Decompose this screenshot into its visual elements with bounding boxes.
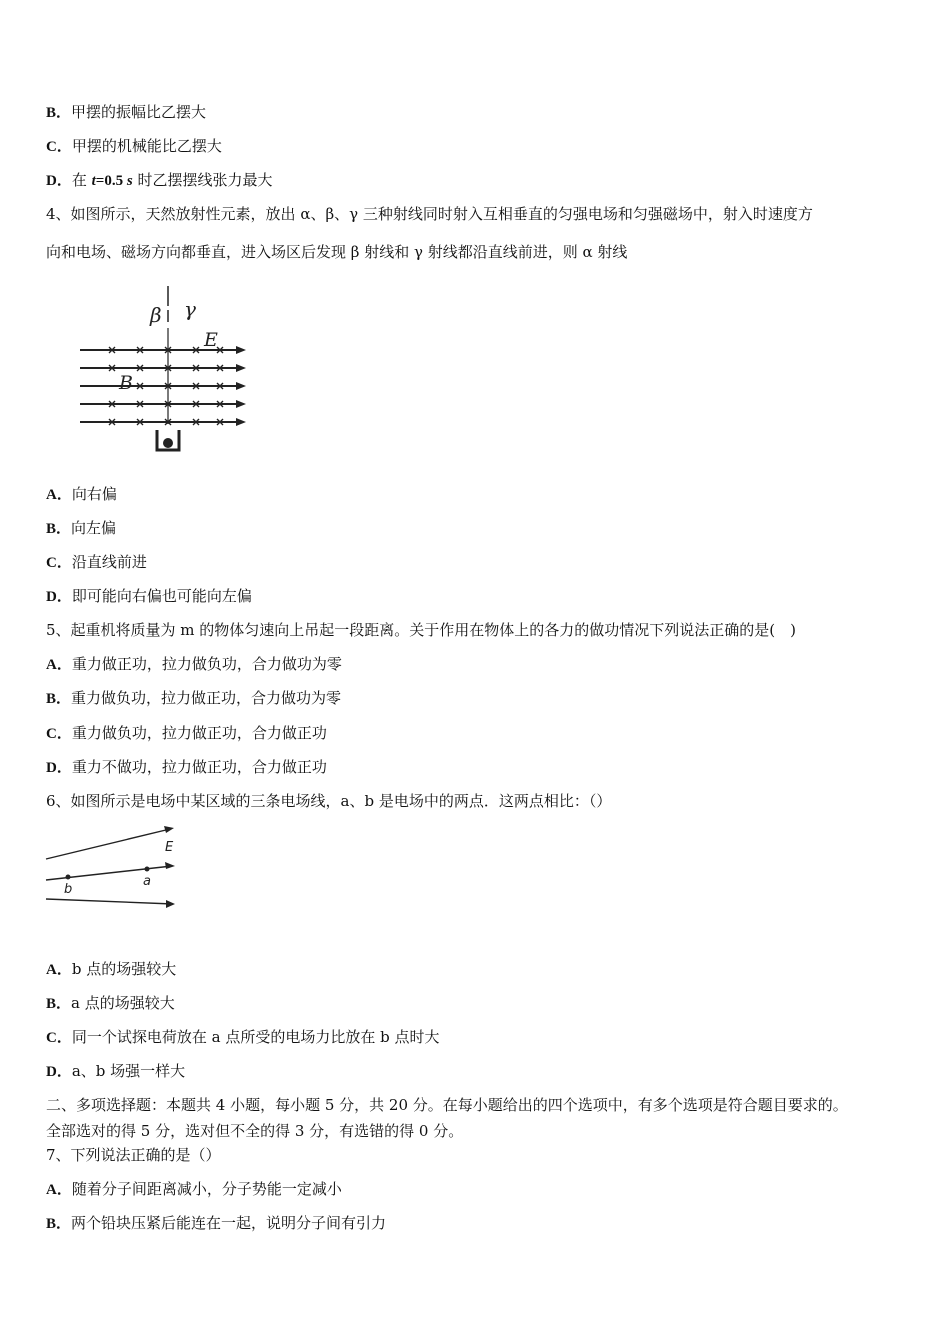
section2-instructions-line2: 全部选对的得 5 分，选对但不全的得 3 分，有选错的得 0 分。: [46, 1122, 464, 1140]
option-text: 时乙摆摆线张力最大: [132, 171, 273, 189]
q4-option-a: [46, 484, 117, 505]
option-letter: D．: [46, 173, 72, 189]
option-letter: C．: [46, 1030, 72, 1046]
b-label: b: [64, 882, 73, 897]
q7-stem: 7、下列说法正确的是（）: [46, 1146, 221, 1164]
q6-option-c: [46, 1027, 439, 1048]
q4-option-d: [46, 586, 252, 607]
gamma-label: γ: [184, 297, 196, 321]
q6-option-a: [46, 959, 176, 980]
option-letter: D．: [46, 589, 72, 605]
option-letter: D．: [46, 760, 72, 776]
option-text: 重力做负功，拉力做正功，合力做功为零: [71, 689, 342, 707]
point-b: [66, 875, 71, 880]
option-text: 在: [71, 171, 92, 189]
q4-option-c: [46, 552, 147, 573]
q6-option-b: [46, 993, 175, 1014]
option-text: 向左偏: [71, 519, 117, 537]
beta-label: β: [150, 303, 162, 327]
option-text: 甲摆的机械能比乙摆大: [71, 137, 222, 155]
option-letter: A．: [46, 1182, 72, 1198]
option-letter: A．: [46, 657, 72, 673]
option-text: 随着分子间距离减小，分子势能一定减小: [71, 1180, 342, 1198]
q5-stem: 5、起重机将质量为 m 的物体匀速向上吊起一段距离。关于作用在物体上的各力的做功情况下列说法正确的是( ): [46, 621, 797, 639]
q4-option-b: [46, 518, 116, 539]
option-letter: A．: [46, 962, 72, 978]
option-text: 重力做正功，拉力做负功，合力做功为零: [71, 655, 342, 673]
section2-instructions-line1: 二、多项选择题：本题共 4 小题，每小题 5 分，共 20 分。在每小题给出的四个选项中，有多个选项是符合题目要求的。: [46, 1096, 848, 1114]
q4-field-figure: [76, 284, 252, 454]
q6-option-d: [46, 1061, 185, 1082]
option-letter: B．: [46, 521, 72, 537]
q6-field-lines-figure: [40, 822, 190, 914]
option-text: a 点的场强较大: [71, 994, 175, 1012]
option-text: b 点的场强较大: [71, 960, 177, 978]
option-text: 重力不做功，拉力做正功，合力做正功: [71, 758, 327, 776]
q6-stem: 6、如图所示是电场中某区域的三条电场线，a、b 是电场中的两点．这两点相比：（）: [46, 792, 612, 810]
option-letter: B．: [46, 1216, 72, 1232]
b-field-label: B: [119, 372, 133, 394]
option-letter: D．: [46, 1064, 72, 1080]
q4-stem-line1: 4、如图所示，天然放射性元素，放出 α、β、γ 三种射线同时射入互相垂直的匀强电场和匀强磁场中，射入时速度方: [46, 205, 813, 223]
q5-option-a: [46, 654, 342, 675]
q5-option-b: [46, 688, 341, 709]
field-arrowheads: [236, 346, 246, 426]
q5-option-c: [46, 723, 327, 744]
q7-option-a: [46, 1179, 342, 1200]
q3-option-c: [46, 136, 222, 157]
option-text: 沿直线前进: [71, 553, 147, 571]
option-letter: B．: [46, 105, 72, 121]
option-letter: C．: [46, 555, 72, 571]
option-text: 向右偏: [71, 485, 117, 503]
option-letter: C．: [46, 726, 72, 742]
time-variable: t: [91, 173, 96, 189]
option-text: 甲摆的振幅比乙摆大: [71, 103, 207, 121]
radioactive-source: [157, 430, 179, 450]
a-label: a: [143, 874, 151, 889]
option-letter: A．: [46, 487, 72, 503]
time-unit: s: [126, 173, 133, 189]
option-letter: B．: [46, 691, 72, 707]
option-text: a、b 场强一样大: [71, 1062, 186, 1080]
q7-option-b: [46, 1213, 386, 1234]
option-text: 重力做负功，拉力做正功，合力做正功: [71, 724, 327, 742]
electric-field-lines: [80, 350, 242, 422]
q5-option-d: [46, 757, 327, 778]
q3-option-b: [46, 102, 206, 123]
e-label: E: [165, 840, 174, 855]
option-letter: B．: [46, 996, 72, 1012]
option-text: 即可能向右偏也可能向左偏: [71, 587, 252, 605]
q4-stem-line2: 向和电场、磁场方向都垂直，进入场区后发现 β 射线和 γ 射线都沿直线前进，则 α 射线: [46, 243, 628, 261]
e-field-label: E: [204, 329, 218, 351]
option-text: 两个铅块压紧后能连在一起，说明分子间有引力: [71, 1214, 387, 1232]
option-letter: C．: [46, 139, 72, 155]
time-value: =0.5: [95, 173, 127, 189]
q3-option-d: [46, 170, 272, 191]
point-a: [145, 867, 150, 872]
option-text: 同一个试探电荷放在 a 点所受的电场力比放在 b 点时大: [71, 1028, 440, 1046]
